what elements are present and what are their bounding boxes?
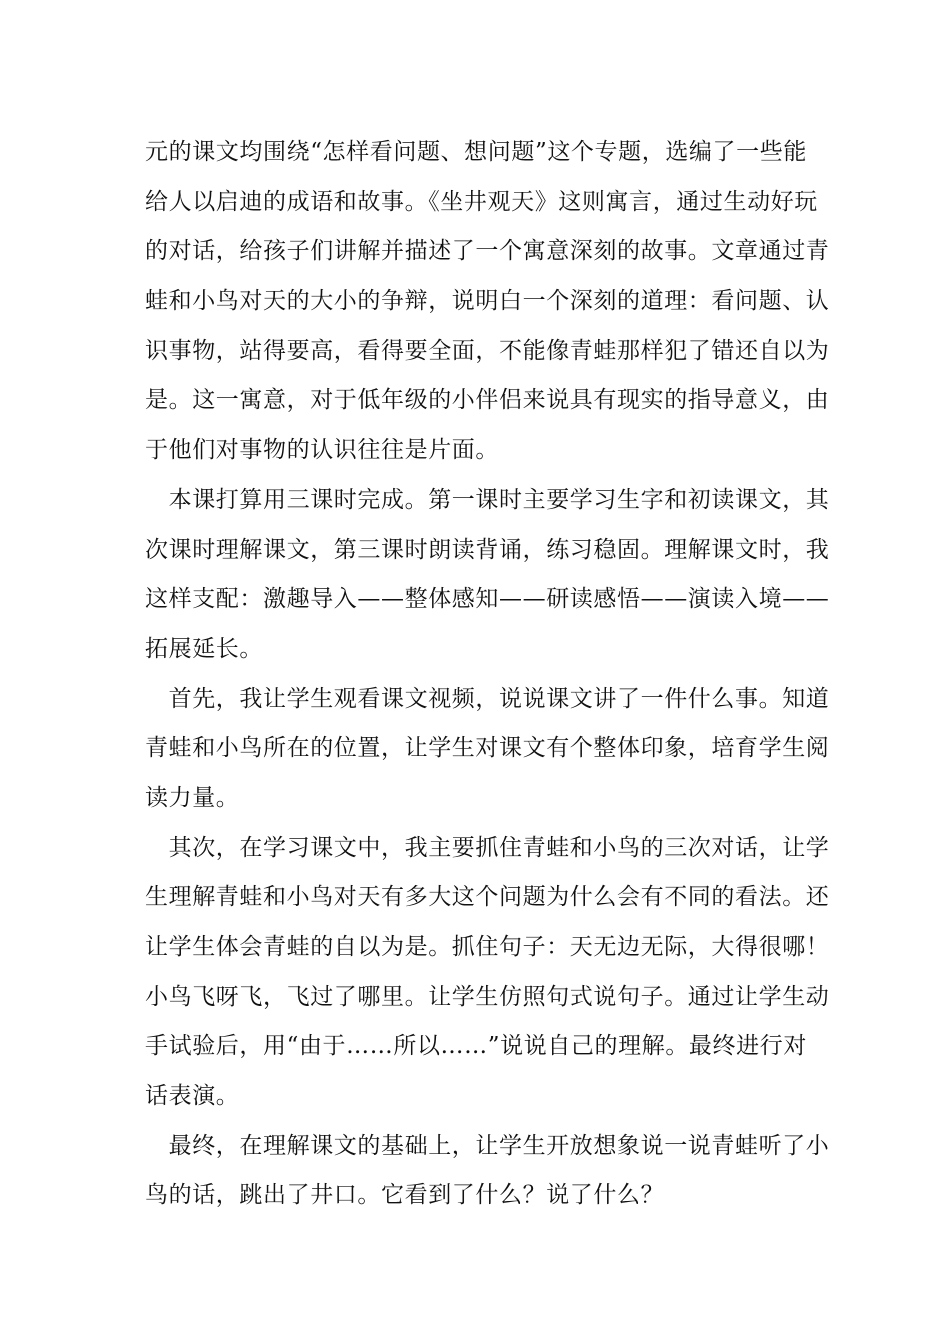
- text-line: 元的课文均围绕“怎样看问题、想问题”这个专题，选编了一些能: [145, 139, 807, 165]
- document-body: [145, 128, 830, 1221]
- text-line: 小鸟飞呀飞，飞过了哪里。让学生仿照句式说句子。通过让学生动: [145, 983, 830, 1010]
- text-line: 读力量。: [145, 784, 240, 811]
- paragraph-intro: [145, 128, 830, 476]
- text-line: 给人以启迪的成语和故事。《坐井观天》这则寓言，通过生动好玩: [145, 188, 818, 215]
- text-line: 让学生体会青蛙的自以为是。抓住句子：天无边无际，大得很哪！: [145, 934, 830, 960]
- text-line: 鸟的话，跳出了井口。它看到了什么？说了什么？: [145, 1182, 665, 1209]
- text-line: 蛙和小鸟对天的大小的争辩，说明白一个深刻的道理：看问题、认: [145, 288, 830, 315]
- text-line: 最终，在理解课文的基础上，让学生开放想象说一说青蛙听了小: [145, 1132, 830, 1159]
- paragraph-first: [145, 675, 830, 824]
- text-line: 话表演。: [145, 1083, 240, 1110]
- text-line: 首先，我让学生观看课文视频，说说课文讲了一件什么事。知道: [145, 685, 830, 712]
- text-line: 其次，在学习课文中，我主要抓住青蛙和小鸟的三次对话，让学: [145, 834, 830, 861]
- text-line: 次课时理解课文，第三课时朗读背诵，练习稳固。理解课文时，我: [145, 536, 830, 563]
- text-line: 手试验后，用“由于……所以……”说说自己的理解。最终进行对: [145, 1033, 807, 1060]
- text-line: 这样支配：激趣导入——整体感知——研读感悟——演读入境——: [145, 586, 830, 613]
- text-line: 生理解青蛙和小鸟对天有多大这个问题为什么会有不同的看法。还: [145, 884, 830, 911]
- paragraph-second: [145, 824, 830, 1122]
- text-line: 青蛙和小鸟所在的位置，让学生对课文有个整体印象，培育学生阅: [145, 735, 830, 762]
- text-line: 的对话，给孩子们讲解并描述了一个寓意深刻的故事。文章通过青: [145, 238, 830, 265]
- text-line: 拓展延长。: [145, 635, 263, 662]
- text-line: 于他们对事物的认识往往是片面。: [145, 437, 499, 464]
- text-line: 本课打算用三课时完成。第一课时主要学习生字和初读课文，其: [145, 486, 830, 513]
- text-line: 识事物，站得要高，看得要全面，不能像青蛙那样犯了错还自以为: [145, 337, 830, 364]
- text-line: 是。这一寓意，对于低年级的小伴侣来说具有现实的指导意义，由: [145, 387, 830, 414]
- paragraph-final: [145, 1122, 830, 1221]
- paragraph-plan: [145, 476, 830, 675]
